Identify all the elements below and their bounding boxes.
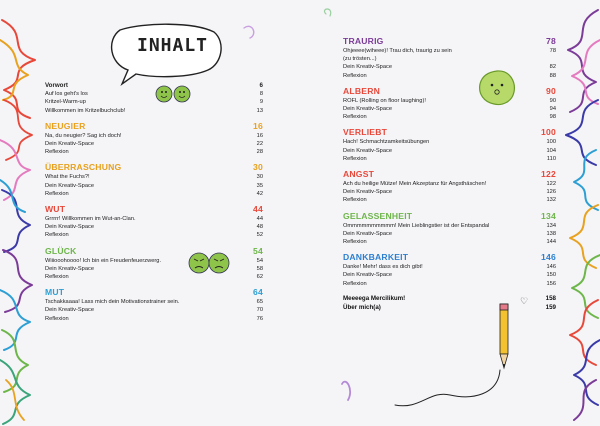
toc-left-column	[45, 82, 263, 329]
entry-title: Dein Kreativ-Space	[343, 106, 392, 113]
section-heading[interactable]	[343, 169, 556, 180]
entry-page-number: 159	[545, 303, 556, 311]
entry-page-number: 82	[549, 64, 556, 71]
section-title: VERLIEBT	[343, 127, 388, 138]
entry-page-number	[552, 55, 556, 63]
section-heading[interactable]	[343, 127, 556, 138]
toc-entry[interactable]	[343, 238, 556, 246]
toc-entry[interactable]	[343, 105, 556, 113]
section-page-number: 78	[546, 36, 556, 46]
entry-page-number: 16	[256, 132, 263, 139]
section-title: NEUGIER	[45, 120, 86, 131]
entry-title: Dein Kreativ-Space	[45, 224, 94, 231]
entry-title: Dein Kreativ-Space	[45, 182, 94, 189]
toc-entry[interactable]	[45, 265, 263, 273]
entry-page-number: 98	[549, 114, 556, 121]
entry-title: Tschakkaaaa! Lass mich dein Motivationstrainer sein.	[45, 299, 180, 306]
toc-entry[interactable]	[45, 140, 263, 148]
entry-title: What the Fuchs?!	[45, 174, 90, 181]
toc-section	[45, 121, 263, 157]
toc-entry[interactable]	[45, 107, 263, 115]
entry-title: Dein Kreativ-Space	[343, 272, 392, 279]
entry-page-number: 6	[259, 82, 263, 89]
entry-page-number: 144	[546, 239, 556, 246]
toc-section	[343, 36, 556, 80]
toc-entry[interactable]	[343, 263, 556, 271]
entry-title: Ach du heilige Mütze! Mein Akzeptanz für Angsthäschen!	[343, 181, 487, 188]
entry-page-number: 134	[546, 222, 556, 229]
entry-title: Hach! Schmachtzamkeitsübungen	[343, 139, 430, 146]
section-heading[interactable]	[45, 287, 263, 298]
toc-entry[interactable]	[343, 55, 556, 63]
entry-page-number: 58	[256, 265, 263, 272]
section-page-number: 146	[541, 252, 556, 263]
entry-title: Willkommen im Kritzelbuchclub!	[45, 107, 126, 114]
section-heading[interactable]	[45, 204, 263, 215]
entry-page-number: 132	[546, 197, 556, 204]
entry-title: Dein Kreativ-Space	[343, 230, 392, 237]
entry-title: Dein Kreativ-Space	[45, 265, 94, 272]
entry-title: Reflexion	[45, 232, 69, 239]
entry-title: Dein Kreativ-Space	[343, 64, 392, 71]
entry-page-number: 28	[256, 149, 263, 156]
entry-page-number: 78	[549, 48, 556, 54]
section-title: ALBERN	[343, 85, 381, 96]
toc-section	[45, 82, 263, 115]
toc-entry[interactable]	[343, 180, 556, 188]
toc-entry[interactable]	[343, 303, 556, 312]
toc-entry[interactable]	[343, 271, 556, 279]
section-title: ANGST	[343, 169, 375, 180]
entry-page-number: 62	[256, 274, 263, 281]
entry-page-number: 42	[256, 190, 263, 197]
entry-title: Meeeega Mercilikum!	[343, 294, 406, 302]
entry-title: Auf los geht's los	[45, 91, 88, 98]
toc-entry[interactable]	[45, 190, 263, 198]
heart-icon: ♡	[520, 296, 529, 306]
toc-section	[45, 287, 263, 323]
toc-entry[interactable]	[343, 230, 556, 238]
section-title: GLÜCK	[45, 245, 77, 256]
entry-title: Dein Kreativ-Space	[45, 307, 94, 314]
toc-entry[interactable]	[45, 173, 263, 181]
toc-right-column	[343, 36, 556, 318]
entry-title: Dein Kreativ-Space	[343, 147, 392, 154]
entry-page-number: 150	[546, 272, 556, 279]
toc-entry[interactable]	[343, 113, 556, 121]
entry-page-number: 76	[256, 315, 263, 322]
toc-entry[interactable]	[343, 147, 556, 155]
entry-title: Reflexion	[343, 197, 367, 204]
section-heading[interactable]	[343, 252, 556, 263]
toc-entry[interactable]	[343, 155, 556, 163]
section-page-number: 30	[253, 162, 263, 173]
toc-entry[interactable]	[45, 182, 263, 190]
entry-title: Reflexion	[343, 155, 367, 162]
section-title: MUT	[45, 287, 65, 298]
toc-entry[interactable]	[45, 90, 263, 98]
section-page-number: 54	[253, 245, 263, 256]
toc-entry[interactable]	[343, 280, 556, 288]
toc-entry[interactable]	[343, 222, 556, 230]
section-heading[interactable]	[343, 86, 556, 97]
entry-title: Über mich(a)	[343, 303, 381, 311]
toc-entry[interactable]	[343, 63, 556, 71]
section-page-number: 134	[541, 210, 556, 221]
entry-page-number: 100	[546, 139, 556, 146]
toc-entry[interactable]	[45, 132, 263, 140]
toc-entry[interactable]	[343, 47, 556, 55]
toc-section	[343, 127, 556, 163]
entry-title: Na, du neugier? Sag ich doch!	[45, 132, 122, 139]
entry-page-number: 13	[256, 107, 263, 114]
entry-page-number: 22	[256, 141, 263, 148]
entry-page-number: 110	[546, 155, 556, 162]
entry-title: Ohjeeee(wiheee)! Trau dich, traurig zu sein	[343, 48, 452, 54]
entry-title: Ommmmmmmmmm! Mein Lieblingstier ist der Entspandal	[343, 222, 490, 229]
entry-title: Wiiiooohoooo! Ich bin ein Freudenfeuerzwerg.	[45, 257, 162, 264]
section-page-number: 90	[546, 85, 556, 96]
entry-page-number: 30	[256, 174, 263, 181]
section-heading[interactable]	[343, 211, 556, 222]
toc-section	[343, 211, 556, 247]
toc-entry[interactable]	[45, 273, 263, 281]
entry-title: (zu trösten...)	[343, 56, 377, 63]
entry-page-number: 146	[546, 264, 556, 271]
toc-entry[interactable]	[343, 294, 556, 303]
toc-entry[interactable]	[45, 257, 263, 265]
toc-entry[interactable]	[45, 215, 263, 223]
entry-title: Reflexion	[45, 190, 69, 197]
entry-title: Reflexion	[45, 274, 69, 281]
entry-page-number: 88	[549, 72, 556, 79]
entry-title: Reflexion	[45, 149, 69, 156]
section-heading[interactable]	[45, 246, 263, 257]
entry-title: Kritzel-Warm-up	[45, 99, 86, 106]
section-heading[interactable]	[45, 162, 263, 173]
section-heading[interactable]	[343, 36, 556, 47]
entry-page-number: 54	[256, 257, 263, 264]
toc-entry[interactable]	[45, 98, 263, 106]
section-page-number: 64	[253, 287, 263, 298]
entry-title: Danke! Mehr! dass es dich gibt!	[343, 264, 423, 271]
entry-page-number: 52	[256, 232, 263, 239]
section-title: DANKBARKEIT	[343, 252, 409, 263]
page-title: INHALT	[137, 35, 209, 56]
entry-page-number: 8	[259, 91, 263, 98]
toc-section	[343, 252, 556, 288]
entry-page-number: 35	[256, 182, 263, 189]
toc-entry[interactable]	[343, 188, 556, 196]
entry-title: Dein Kreativ-Space	[343, 189, 392, 196]
entry-page-number: 138	[546, 230, 556, 237]
entry-title: Reflexion	[45, 315, 69, 322]
entry-page-number: 94	[549, 106, 556, 113]
section-title: ÜBERRASCHUNG	[45, 162, 122, 173]
toc-entry[interactable]	[343, 97, 556, 105]
toc-section	[45, 162, 263, 198]
toc-entry[interactable]	[343, 72, 556, 80]
entry-title: Reflexion	[343, 114, 367, 121]
section-page-number: 100	[541, 127, 556, 138]
entry-page-number: 104	[546, 147, 556, 154]
section-page-number: 44	[253, 204, 263, 215]
entry-page-number: 44	[256, 216, 263, 223]
toc-extras	[343, 294, 556, 312]
entry-page-number: 122	[546, 181, 556, 188]
toc-entry[interactable]	[45, 306, 263, 314]
toc-entry[interactable]	[45, 315, 263, 323]
entry-page-number: 158	[545, 294, 556, 302]
entry-title: Vorwort	[45, 82, 68, 89]
section-title: GELASSENHEIT	[343, 210, 413, 221]
section-page-number: 122	[541, 169, 556, 180]
section-title: WUT	[45, 204, 66, 215]
entry-title: Reflexion	[343, 72, 367, 79]
entry-title: Grrrrr! Willkommen im Wut-an-Clan.	[45, 216, 136, 223]
entry-page-number: 126	[546, 189, 556, 196]
entry-title: Reflexion	[343, 239, 367, 246]
entry-page-number: 65	[256, 299, 263, 306]
entry-page-number: 156	[546, 280, 556, 287]
toc-section	[45, 204, 263, 240]
entry-page-number: 70	[256, 307, 263, 314]
toc-section	[343, 169, 556, 205]
entry-title: ROFL (Rolling on floor laughing)!	[343, 97, 426, 104]
toc-entry[interactable]	[45, 223, 263, 231]
toc-entry[interactable]	[45, 148, 263, 156]
toc-entry[interactable]	[343, 196, 556, 204]
entry-title: Reflexion	[343, 280, 367, 287]
entry-page-number: 9	[259, 99, 263, 106]
entry-page-number: 90	[549, 97, 556, 104]
section-page-number: 16	[253, 120, 263, 131]
toc-entry[interactable]	[45, 82, 263, 90]
section-heading[interactable]	[45, 121, 263, 132]
toc-section	[45, 246, 263, 282]
toc-entry[interactable]	[45, 298, 263, 306]
toc-entry[interactable]	[45, 231, 263, 239]
entry-page-number: 48	[256, 224, 263, 231]
section-title: TRAURIG	[343, 36, 384, 46]
toc-section	[343, 86, 556, 122]
entry-title: Dein Kreativ-Space	[45, 141, 94, 148]
toc-entry[interactable]	[343, 138, 556, 146]
